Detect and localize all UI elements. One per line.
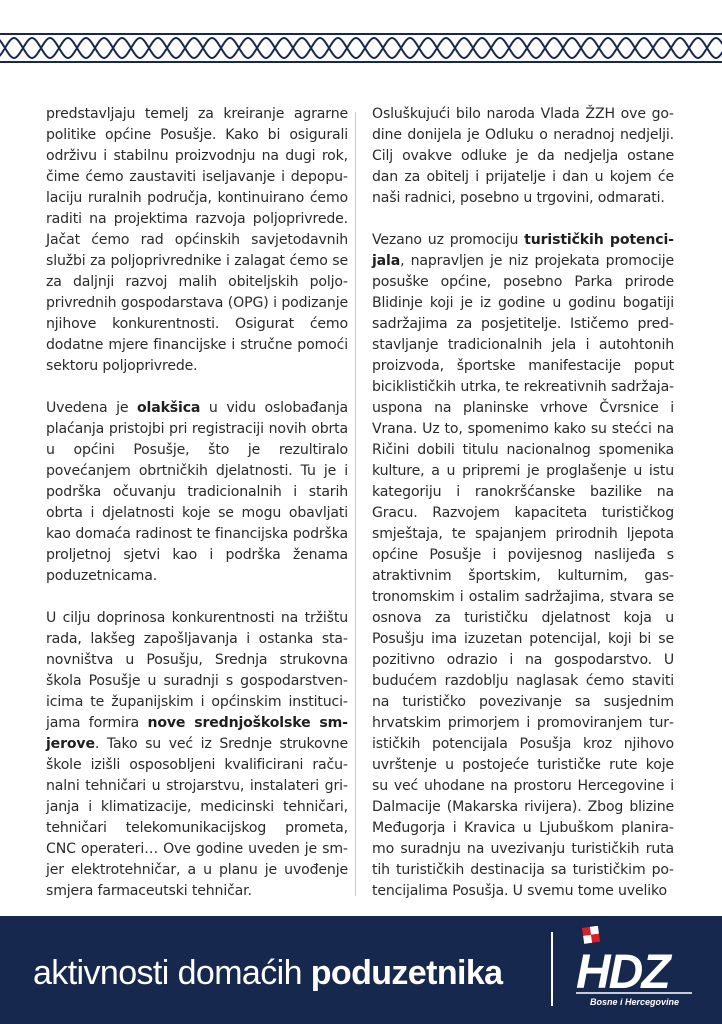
paragraph-crafts-relief: Uvedena je olakšica u vidu oslobađanja plaćanja pristojbi pri registraciji novih obrta u općini Posušje, što je rezultiralo povećanjem obrtničkih djelatnosti. Tu je i podrška očuvanju tradicionalnih i starih obrta i djelatnosti koje se mogu obavljati kao domaća radinost te financijska podrška proljetnoj sjetvi kao i podrška ženama poduzetnicama. xyxy=(46,400,348,584)
highlight-new-programs: nove srednjoškolske smjerove xyxy=(46,715,349,752)
highlight-relief: olakšica xyxy=(137,400,201,416)
right-text-column xyxy=(372,104,674,923)
footer-title: aktivnosti domaćih poduzetnika xyxy=(33,954,503,992)
left-text-column xyxy=(46,104,348,923)
column-divider xyxy=(355,112,356,896)
footer-divider xyxy=(551,932,553,1006)
hdz-logo xyxy=(570,926,700,1014)
decorative-border xyxy=(0,30,722,66)
paragraph-tourism: Vezano uz promociju turističkih potencijala, napravljen je niz projekata promocije posuške općine, posebno Parka prirode Blidinje koji je iz godine u godinu bogatiji sadržajima za posjetitelje. Ističemo predstavljanje tradicionalnih jela i autohtonih proizvoda, športske manifestacije poput biciklističkih utrka, te rekreativnih sadržaja-uspona na planinske vrhove Čvrsnice i Vrana. Uz to, spomenimo kako su stećci na Ričini dobili titulu nacionalnog spomenika kulture, a u pripremi je proglašenje u istu kategoriju i ranokršćanske bazilike na Gracu. Razvojem kapaciteta turističkog smještaja, te spajanjem prirodnih ljepota općine Posušje i povijesnog naslijeđa s atraktivnim športskim, kulturnim, gastronomskim i ostalim sadržajima, stvara se osnova za turističku djelatnost koja u Posušju ima izuzetan potencijal, koji bi se pozitivno odrazio i na gospodarstvo. U budućem razdoblju naglasak ćemo staviti na turističko povezivanje sa susjednim hrvatskim primorjem i promoviranjem turističkih potencijala Posušja kroz njihovo uvrštenje u postojeće turističke rute koje su već uhodane na prostoru Hercegovine i Dalmacije (Makarska rivijera). Zbog blizine Međugorja i Kravica u Ljubuškom planiramo suradnju na uvezivanju turističkih ruta tih turističkih destinacija sa turističkim potencijalima Posušja. U svemu tome uveliko xyxy=(372,232,674,899)
paragraph-vocational-school: U cilju doprinosa konkurentnosti na tržištu rada, lakšeg zapošljavanja i ostanka stanovništva u Posušju, Srednja strukovna škola Posušje u suradnji s gospodarstvenicima te županijskim i općinskim institucijama formira nove srednjoškolske smjerove. Tako su već iz Srednje strukovne škole izišli osposobljeni kvalificirani računalni tehničari u strojarstvu, instalateri grijanja i klimatizacije, medicinski tehničari, tehničari telekomunikacijskog prometa, CNC operateri… Ove godine uveden je smjer elektrotehničar, a u planu je uvođenje smjera farmaceutski tehničar. xyxy=(46,610,349,899)
footer-band xyxy=(0,916,722,1024)
hdz-logo-icon xyxy=(570,926,700,1014)
logo-wordmark: HDZ xyxy=(576,946,669,999)
logo-subtitle: Bosne i Hercegovine xyxy=(590,997,680,1007)
paragraph-non-working-sunday: Osluškujući bilo naroda Vlada ŽZH ove godine donijela je Odluku o neradnoj nedjelji. Cilj ovakve odluke je da nedjelja ostane dan za obitelj i prijatelje i dan u kojem će naši radnici, posebno u trgovini, odmarati. xyxy=(372,106,674,206)
paragraph-agriculture: predstavljaju temelj za kreiranje agrarne politike općine Posušje. Kako bi osigurali održivu i stabilnu proizvodnju na dugi rok, čime ćemo zaustaviti iseljavanje i depopulaciju ruralnih područja, kontinuirano ćemo raditi na projektima razvoja poljoprivrede. Jačat ćemo rad općinskih savjetodavnih službi za poljoprivrednike i zalagat ćemo se za daljnji razvoj malih obiteljskih poljoprivrednih gospodarstava (OPG) i podizanje njihove konkurentnosti. Osigurat ćemo dodatne mjere financijske i stručne pomoći sektoru poljoprivrede. xyxy=(46,106,348,374)
braid-pattern-icon xyxy=(0,30,722,66)
highlight-tourism: turističkih potencijala xyxy=(372,232,674,269)
